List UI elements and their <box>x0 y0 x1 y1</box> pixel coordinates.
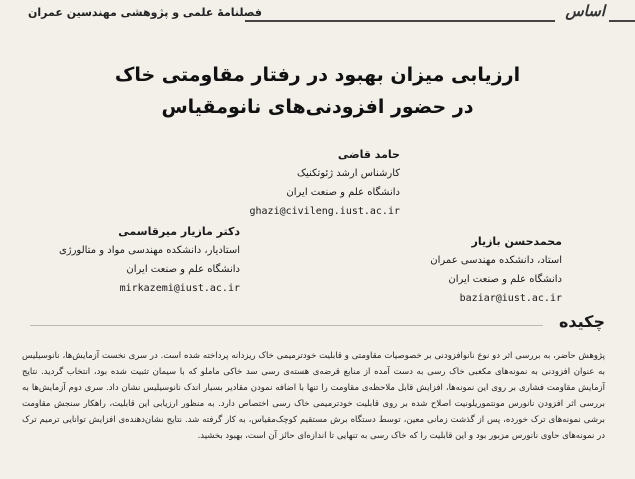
journal-name: فصلنامهٔ علمی و پژوهشی مهندسین عمران <box>28 6 262 19</box>
author-block <box>249 145 400 221</box>
author-name: دکتر مازیار میرقاسمی <box>118 225 240 238</box>
journal-brand: اساس <box>565 2 605 20</box>
author-position: استادیار، دانشکده مهندسی مواد و متالورژی <box>58 245 240 256</box>
abstract-text: پژوهش حاضر، به بررسی اثر دو نوع نانوافزودنی بر خصوصیات مقاومتی و قابلیت خودترمیمی خاک ریزدانه پرداخته شده است. در سری نخست آزمایش‌ها، نانوسیلیس به عنوان افزودنی به نمونه‌های مکعبی خاک رسی به دست آمده از منابع قرضه‌ی هسته‌ی رسی سد خاکی ماملو که با سیمان تثبیت شده بود، انتخاب گردید. نتایج آزمایش مقاومت فشاری بر روی این نمونه‌ها، افزایش قابل ملاحظه‌ی مقاومت را تنها با اضافه نمودن مقادیر بسیار اندک نانوسیلیس نشان داد. سری دوم آزمایش‌ها به بررسی اثر افزودن نانورس مونتموریلونیت اصلاح شده بر روی قابلیت خودترمیمی خاک رسی اختصاص دارد. به منظور ارزیابی این قابلیت، راهکار سنجش مقاومت برشی نمونه‌های ترک خورده، پس از گذشت زمانی معین، توسط دستگاه برش مستقیم کوچک‌مقیاس، به کار گرفته شد. نتایج نشان‌دهنده‌ی افزایش توانایی ترمیم ترک در نمونه‌های حاوی نانورس مزبور بود و این قابلیت را که خاک رسی به تنهایی تا اندازه‌ای حائز آن است، بهبود بخشید. <box>22 351 605 441</box>
author-email[interactable]: ghazi@civileng.iust.ac.ir <box>249 206 400 217</box>
paper-title-line-2: در حضور افزودنی‌های نانومقیاس <box>161 96 474 118</box>
author-block <box>430 232 562 308</box>
author-affiliation: دانشگاه علم و صنعت ایران <box>126 264 240 275</box>
author-email[interactable]: mirkazemi@iust.ac.ir <box>119 283 240 294</box>
author-affiliation: دانشگاه علم و صنعت ایران <box>286 187 400 198</box>
paper-title-line-1: ارزیابی میزان بهبود در رفتار مقاومتی خاک <box>114 64 521 86</box>
author-position: استاد، دانشکده مهندسی عمران <box>430 255 562 266</box>
author-block <box>59 222 240 298</box>
author-name: محمدحسن بازیار <box>471 235 562 248</box>
author-position: کارشناس ارشد ژئوتکنیک <box>297 168 400 179</box>
author-affiliation: دانشگاه علم و صنعت ایران <box>448 274 562 285</box>
abstract-heading: چکیده <box>558 312 605 331</box>
author-email[interactable]: baziar@iust.ac.ir <box>459 293 562 304</box>
running-header <box>0 2 635 22</box>
abstract-rule <box>30 325 543 326</box>
header-rule <box>609 20 635 22</box>
author-name: حامد قاضی <box>337 148 400 161</box>
header-rule <box>245 20 555 22</box>
